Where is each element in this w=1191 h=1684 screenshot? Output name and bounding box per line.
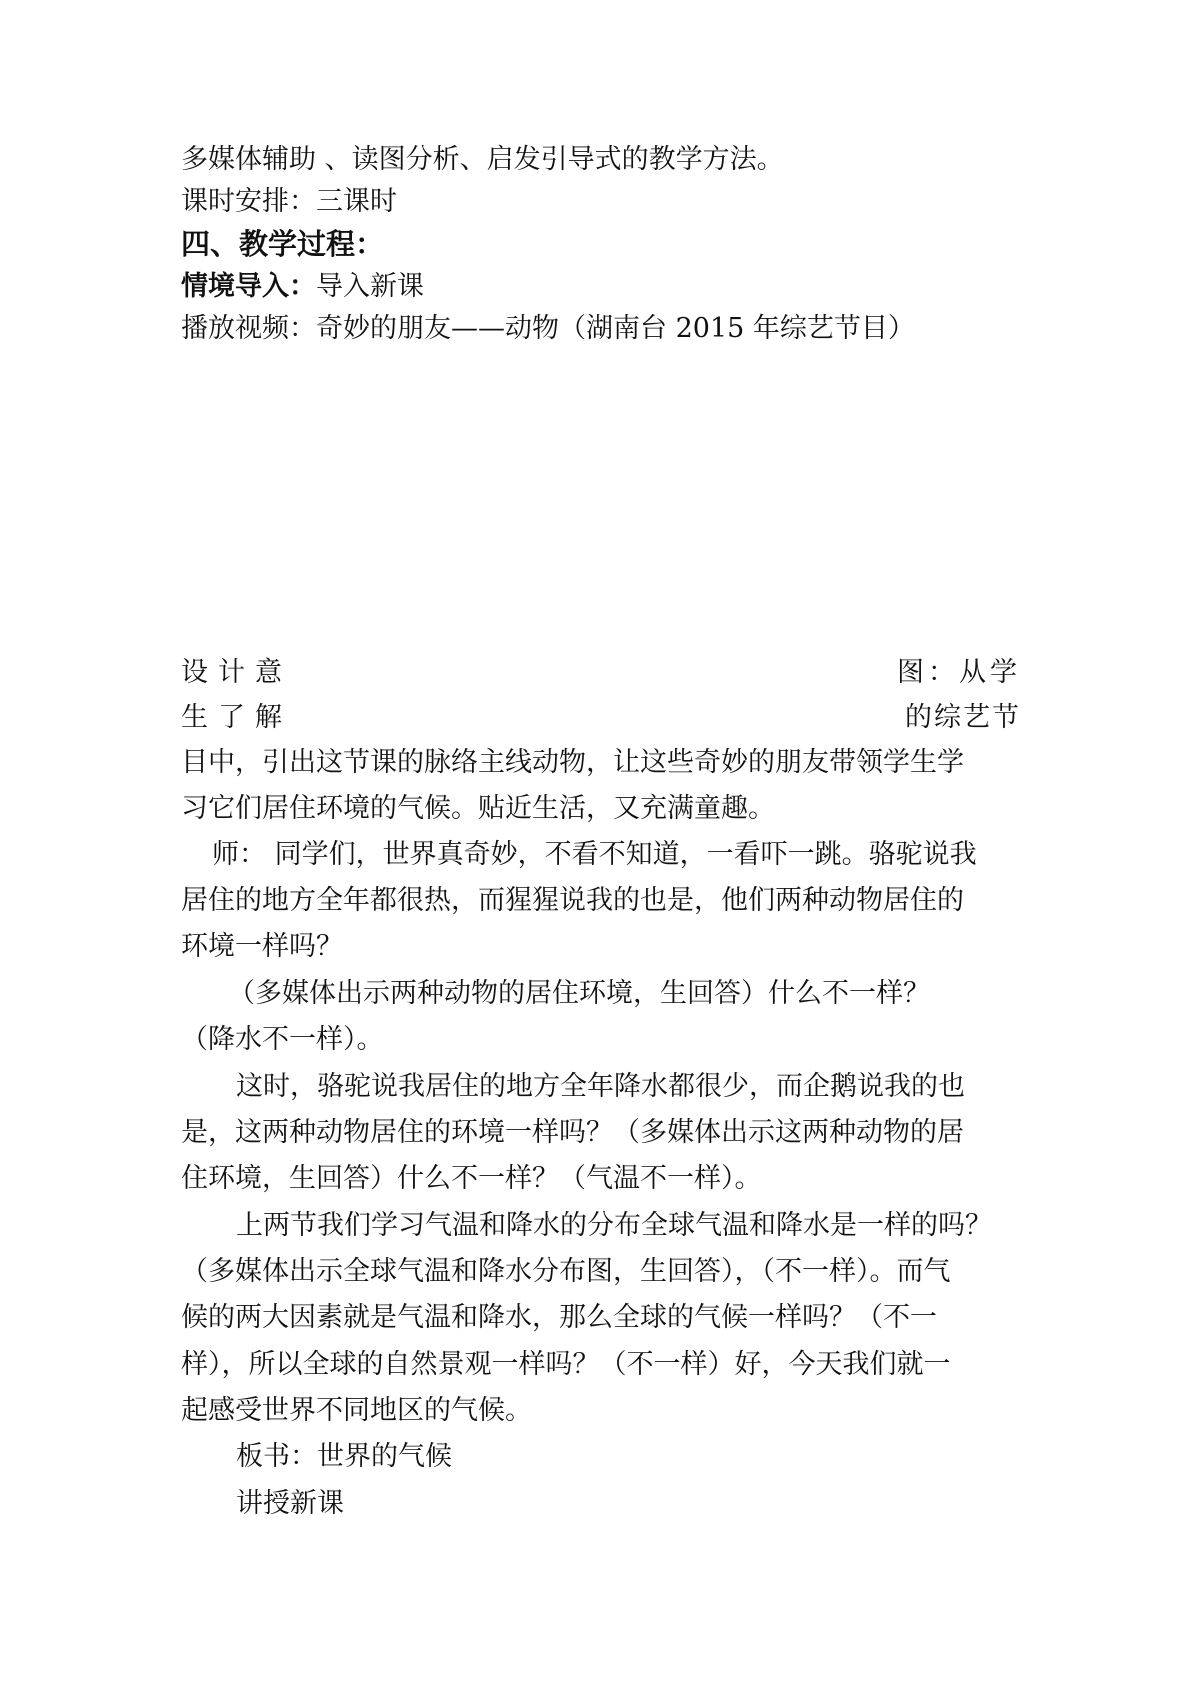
design-line-1: 目中，引出这节课的脉络主线动物，让这些奇妙的朋友带领学生学 [181, 747, 964, 778]
design-left-2: 生了解 [181, 702, 292, 733]
lead-in-line [181, 267, 424, 307]
teacher-p4-line-5: 起感受世界不同地区的气候。 [181, 1395, 532, 1426]
section-heading: 四、教学过程： [181, 227, 385, 261]
teaching-method-line: 多媒体辅助 、读图分析、启发引导式的教学方法。 [181, 144, 784, 175]
teacher-p2-line-1: （多媒体出示两种动物的居住环境，生回答）什么不一样？ [228, 978, 930, 1009]
video-value: 奇妙的朋友——动物（湖南台 2015 年综艺节目） [316, 313, 915, 344]
teacher-p4-line-3: 候的两大因素就是气温和降水，那么全球的气候一样吗？（不一 [181, 1302, 937, 1333]
teacher-p1-line-1: 师： 同学们，世界真奇妙，不看不知道，一看吓一跳。骆驼说我 [212, 839, 977, 870]
teacher-p3-line-1: 这时，骆驼说我居住的地方全年降水都很少，而企鹅说我的也 [236, 1071, 965, 1102]
new-lesson: 讲授新课 [236, 1488, 344, 1519]
design-right-1: 图：从学 [897, 657, 1021, 688]
teacher-p3-line-3: 住环境，生回答）什么不一样？（气温不一样）。 [181, 1163, 762, 1194]
design-left-1: 设计意 [181, 657, 292, 688]
video-line [181, 309, 915, 349]
schedule-value: 三课时 [316, 186, 397, 217]
lead-in-value: 导入新课 [316, 271, 424, 302]
teacher-p3-line-2: 是，这两种动物居住的环境一样吗？（多媒体出示这两种动物的居 [181, 1117, 964, 1148]
teacher-p1-line-2: 居住的地方全年都很热，而猩猩说我的也是，他们两种动物居住的 [181, 885, 964, 916]
teacher-p1-line-3: 环境一样吗？ [181, 931, 343, 962]
video-label: 播放视频： [181, 313, 316, 344]
design-line-2: 习它们居住环境的气候。贴近生活，又充满童趣。 [181, 793, 775, 824]
design-right-2: 的综艺节 [905, 702, 1021, 733]
teacher-p2-line-2: （降水不一样）。 [181, 1024, 384, 1055]
teacher-p4-line-4: 样），所以全球的自然景观一样吗？（不一样）好，今天我们就一 [181, 1349, 951, 1380]
schedule-line [181, 182, 397, 222]
teacher-p4-line-2: （多媒体出示全球气温和降水分布图，生回答），（不一样）。而气 [181, 1256, 951, 1287]
lead-in-label: 情境导入： [181, 271, 316, 302]
schedule-label: 课时安排： [181, 186, 316, 217]
board-writing: 板书：世界的气候 [236, 1441, 452, 1472]
teacher-p4-line-1: 上两节我们学习气温和降水的分布全球气温和降水是一样的吗？ [236, 1210, 992, 1241]
